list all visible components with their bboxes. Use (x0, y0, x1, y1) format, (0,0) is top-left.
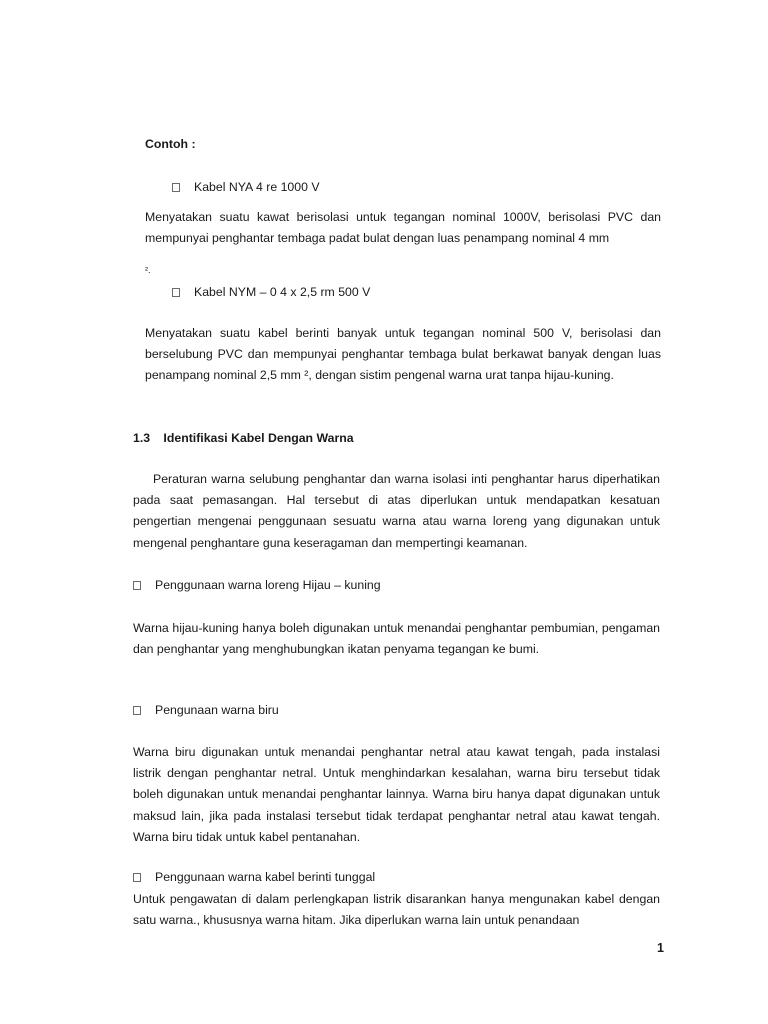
example1-description: Menyatakan suatu kawat berisolasi untuk tegangan nominal 1000V, berisolasi PVC dan mempunyai penghantar tembaga padat bulat dengan luas penampang nominal 4 mm (145, 210, 661, 246)
bullet-box-icon (133, 706, 141, 715)
example2-bullet-text: Kabel NYM – 0 4 x 2,5 rm 500 V (194, 285, 371, 299)
section-intro: Peraturan warna selubung penghantar dan warna isolasi inti penghantar harus diperhatikan pada saat pemasangan. Hal tersebut di atas diperlukan untuk mendapatkan kesatuan pengertian mengenai penggunaan sesuatu warna atau warna loreng yang digunakan untuk mengenal penghantare guna keseragaman dan mempertingi keamanan. (133, 472, 660, 550)
example2-description: Menyatakan suatu kabel berinti banyak untuk tegangan nominal 500 V, berisolasi dan berselubung PVC dan mempunyai penghantar tembaga bulat berkawat banyak dengan luas penampang nominal 2,5 mm ², dengan sistim pengenal warna urat tanpa hijau-kuning. (145, 326, 661, 383)
item-bullet-text: Penggunaan warna kabel berinti tunggal (155, 870, 376, 884)
example2-bullet-item (172, 285, 370, 299)
item-bullet (133, 703, 279, 717)
bullet-box-icon (172, 288, 180, 297)
example1-bullet-item (172, 180, 320, 194)
item-bullet (133, 870, 375, 884)
bullet-box-icon (172, 183, 180, 192)
page-number: 1 (657, 941, 664, 955)
item-paragraph: Warna hijau-kuning hanya boleh digunakan untuk menandai penghantar pembumian, pengaman dan penghantar yang menghubungkan ikatan penyama tegangan ke bumi. (133, 621, 660, 657)
item-bullet (133, 578, 381, 592)
item-paragraph: Untuk pengawatan di dalam perlengkapan listrik disarankan hanya mengunakan kabel dengan satu warna., khususnya warna hitam. Jika diperlukan warna lain untuk penandaan (133, 892, 660, 928)
bullet-box-icon (133, 873, 141, 882)
example1-bullet-text: Kabel NYA 4 re 1000 V (194, 180, 320, 194)
section-number: 1.3 (133, 431, 151, 445)
section-title: Identifikasi Kabel Dengan Warna (163, 431, 354, 445)
item-bullet-text: Penggunaan warna loreng Hijau – kuning (155, 578, 381, 592)
contoh-label: Contoh : (145, 137, 196, 151)
example1-description-tail: ². (145, 265, 151, 275)
item-bullet-text: Pengunaan warna biru (155, 703, 279, 717)
item-paragraph: Warna biru digunakan untuk menandai penghantar netral atau kawat tengah, pada instalasi listrik dengan penghantar netral. Untuk menghindarkan kesalahan, warna biru tersebut tidak boleh digunakan untuk menandai penghantar lainnya. Warna biru hanya dapat digunakan untuk maksud lain, jika pada instalasi tersebut tidak terdapat penghantar netral atau kawat tengah. Warna biru tidak untuk kabel pentanahan. (133, 745, 660, 844)
section-heading (133, 431, 354, 445)
bullet-box-icon (133, 581, 141, 590)
